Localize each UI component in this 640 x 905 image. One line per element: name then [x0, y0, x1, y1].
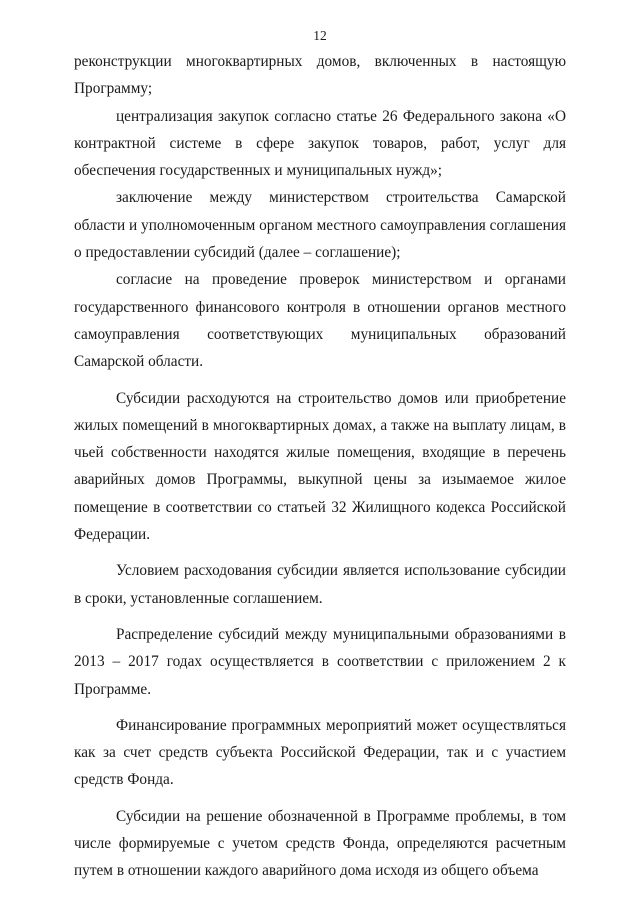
paragraph-calculation: Субсидии на решение обозначенной в Программе проблемы, в том числе формируемые с учетом средств Фонда, определяются расчетным путем в отношении каждого аварийного дома исходя из общего объема — [74, 807, 566, 880]
paragraph-agreement: заключение между министерством строительства Самарской области и уполномоченным органом местного самоуправления соглашения о предоставлении субсидий (далее – соглашение); — [74, 189, 566, 262]
page-number: 12 — [313, 28, 327, 43]
paragraph-inspections: согласие на проведение проверок министерством и органами государственного финансового контроля в отношении органов местного самоуправления соответствующих муниципальных образований Самарской области. — [74, 271, 566, 371]
paragraph-subsidy-condition: Условием расходования субсидии является использование субсидии в сроки, установленные соглашением. — [74, 562, 566, 607]
paragraph-financing: Финансирование программных мероприятий может осуществляться как за счет средств субъекта Российской Федерации, так и с участием средств Фонда. — [74, 716, 566, 789]
paragraph-continuation: реконструкции многоквартирных домов, включенных в настоящую Программу; — [74, 53, 566, 98]
document-body — [74, 48, 566, 885]
paragraph-subsidy-usage: Субсидии расходуются на строительство домов или приобретение жилых помещений в многоквартирных домах, а также на выплату лицам, в чьей собственности находятся жилые помещения, входящие в перечень аварийных домов Программы, выкупной цены за изымаемое жилое помещение в соответствии со статьей 32 Жилищного кодекса Российской Федерации. — [74, 389, 566, 544]
paragraph-distribution: Распределение субсидий между муниципальными образованиями в 2013 – 2017 годах осуществляется в соответствии с приложением 2 к Программе. — [74, 625, 566, 698]
paragraph-procurement: централизация закупок согласно статье 26 Федерального закона «О контрактной системе в сфере закупок товаров, работ, услуг для обеспечения государственных и муниципальных нужд»; — [74, 107, 566, 180]
